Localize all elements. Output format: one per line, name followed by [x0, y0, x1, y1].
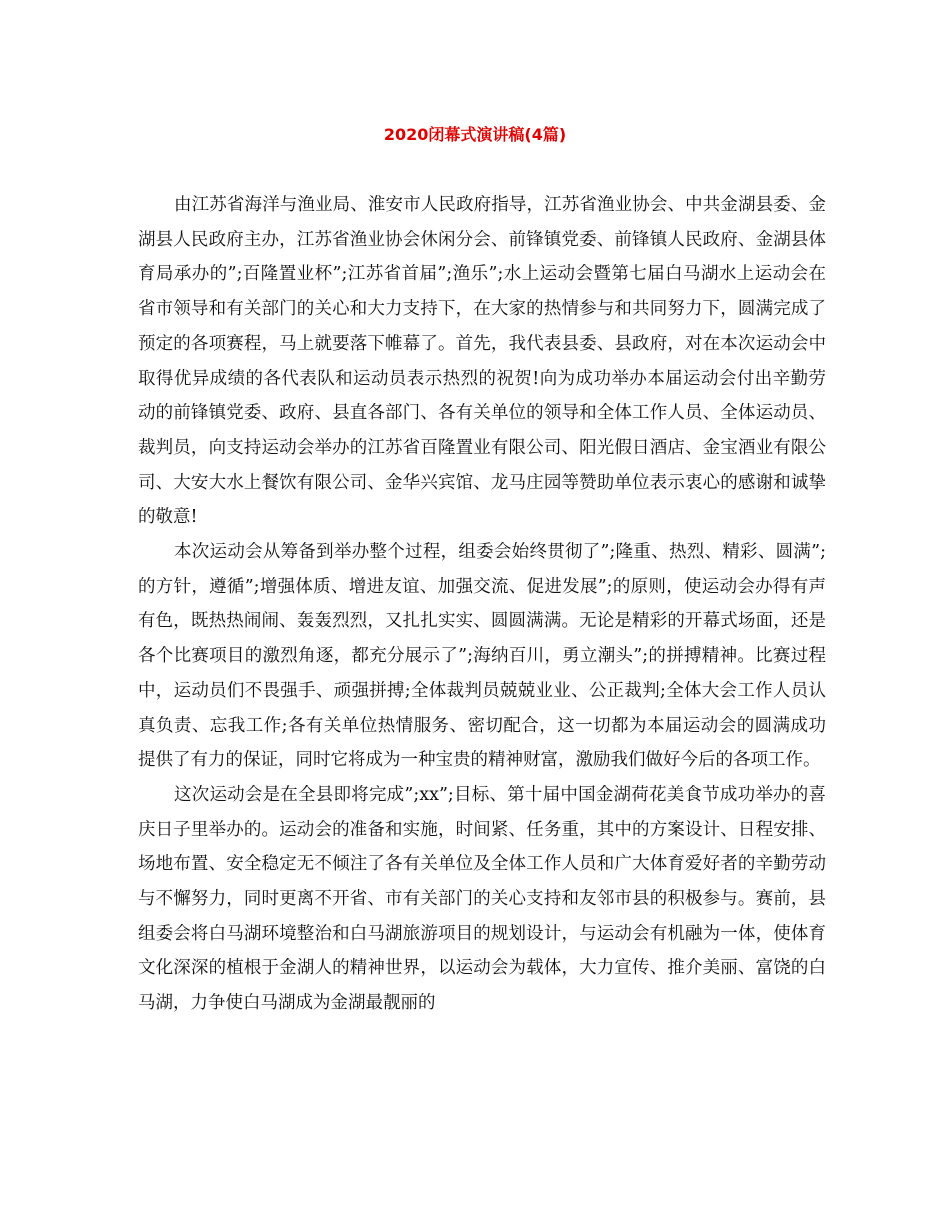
paragraph-2: 本次运动会从筹备到举办整个过程，组委会始终贯彻了”;隆重、热烈、精彩、圆满”;的方针，遵循”;增强体质、增进友谊、加强交流、促进发展”;的原则，使运动会办得有声有色，既热热闹闹、轰轰烈烈，又扎扎实实、圆圆满满。无论是精彩的开幕式场面，还是各个比赛项目的激烈角逐，都充分展示了”;海纳百川，勇立潮头”;的拼搏精神。比赛过程中，运动员们不畏强手、顽强拼搏;全体裁判员兢兢业业、公正裁判;全体大会工作人员认真负责、忘我工作;各有关单位热情服务、密切配合，这一切都为本届运动会的圆满成功提供了有力的保证，同时它将成为一种宝贵的精神财富，激励我们做好今后的各项工作。 — [138, 542, 826, 771]
document-title: 2020闭幕式演讲稿(4篇) — [383, 125, 567, 144]
paragraph-3: 这次运动会是在全县即将完成”;xx”;目标、第十届中国金湖荷花美食节成功举办的喜庆日子里举办的。运动会的准备和实施，时间紧、任务重，其中的方案设计、日程安排、场地布置、安全稳定无不倾注了各有关单位及全体工作人员和广大体育爱好者的辛勤劳动与不懈努力，同时更离不开省、市有关部门的关心支持和友邻市县的积极参与。赛前，县组委会将白马湖环境整治和白马湖旅游项目的规划设计，与运动会有机融为一体，使体育文化深深的植根于金湖人的精神世界，以运动会为载体，大力宣传、推介美丽、富饶的白马湖，力争使白马湖成为金湖最靓丽的 — [138, 784, 826, 1014]
document-body — [138, 188, 826, 1021]
paragraph-1: 由江苏省海洋与渔业局、淮安市人民政府指导，江苏省渔业协会、中共金湖县委、金湖县人民政府主办，江苏省渔业协会休闲分会、前锋镇党委、前锋镇人民政府、金湖县体育局承办的”;百隆置业杯”;江苏省首届”;渔乐”;水上运动会暨第七届白马湖水上运动会在省市领导和有关部门的关心和大力支持下，在大家的热情参与和共同努力下，圆满完成了预定的各项赛程，马上就要落下帷幕了。首先，我代表县委、县政府，对在本次运动会中取得优异成绩的各代表队和运动员表示热烈的祝贺!向为成功举办本届运动会付出辛勤劳动的前锋镇党委、政府、县直各部门、各有关单位的领导和全体工作人员、全体运动员、裁判员，向支持运动会举办的江苏省百隆置业有限公司、阳光假日酒店、金宝酒业有限公司、大安大水上餐饮有限公司、金华兴宾馆、龙马庄园等赞助单位表示衷心的感谢和诚挚的敬意! — [138, 195, 826, 528]
